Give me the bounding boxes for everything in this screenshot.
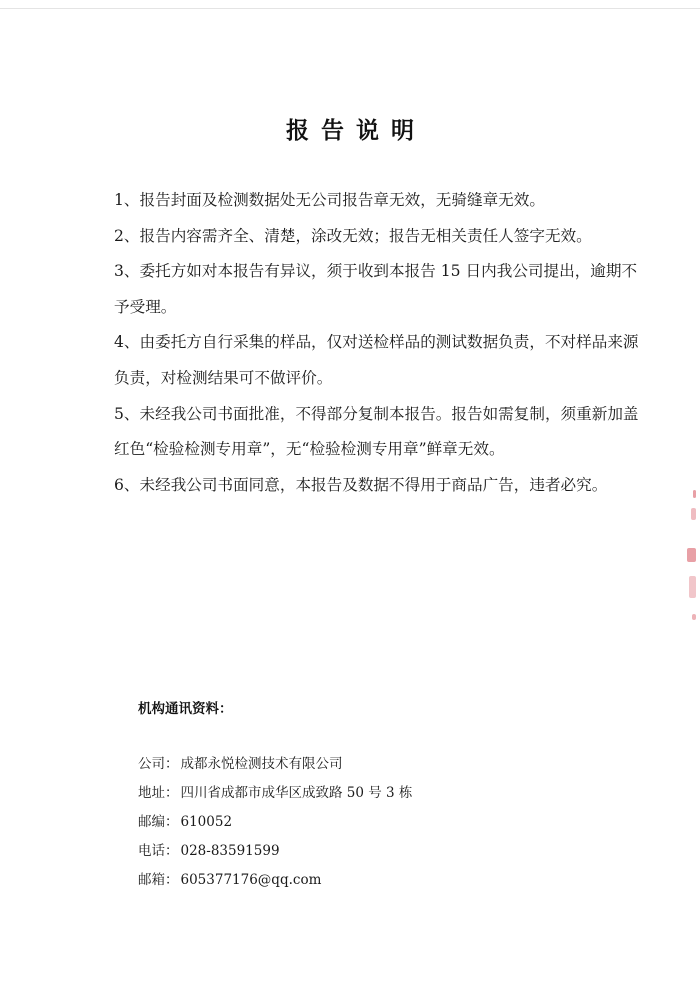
clause-5: 5、未经我公司书面批准，不得部分复制本报告。报告如需复制，须重新加盖红色“检验检测专用章”，无“检验检测专用章”鲜章无效。 — [114, 404, 639, 459]
email-label: 邮箱： — [138, 872, 179, 888]
seal-stroke — [689, 576, 696, 598]
clause-4: 4、由委托方自行采集的样品，仅对送检样品的测试数据负责，不对样品来源负责，对检测结果可不做评价。 — [114, 333, 639, 387]
seal-stroke — [692, 614, 696, 620]
clause-6: 6、未经我公司书面同意，本报告及数据不得用于商品广告，违者必究。 — [114, 475, 608, 494]
phone-label: 电话： — [138, 843, 179, 859]
clause-1: 1、报告封面及检测数据处无公司报告章无效，无骑缝章无效。 — [114, 191, 545, 209]
contact-section — [138, 697, 578, 895]
email-line — [138, 866, 578, 895]
postcode-line — [138, 808, 578, 837]
address-label: 地址： — [138, 785, 179, 801]
company-line — [138, 750, 578, 779]
company-label: 公司： — [138, 756, 179, 772]
seal-fragment — [686, 490, 700, 630]
company-value: 成都永悦检测技术有限公司 — [180, 756, 343, 772]
email-value: 605377176@qq.com — [180, 872, 322, 888]
page-edge-line — [0, 8, 700, 9]
postcode-value: 610052 — [180, 814, 233, 830]
clause-2: 2、报告内容需齐全、清楚，涂改无效；报告无相关责任人签字无效。 — [114, 226, 592, 245]
phone-line — [138, 837, 578, 866]
phone-value: 028-83591599 — [180, 843, 280, 859]
seal-stroke — [693, 490, 696, 498]
postcode-label: 邮编： — [138, 814, 179, 830]
seal-stroke — [687, 548, 696, 562]
clause-3: 3、委托方如对本报告有异议，须于收到本报告 15 日内我公司提出，逾期不予受理。 — [114, 262, 638, 316]
address-value: 四川省成都市成华区成致路 50 号 3 栋 — [180, 785, 413, 801]
clause-list — [114, 183, 646, 503]
page-title: 报告说明 — [286, 118, 426, 144]
address-line — [138, 779, 578, 808]
seal-stroke — [691, 508, 696, 520]
contact-heading: 机构通讯资料： — [138, 701, 233, 717]
